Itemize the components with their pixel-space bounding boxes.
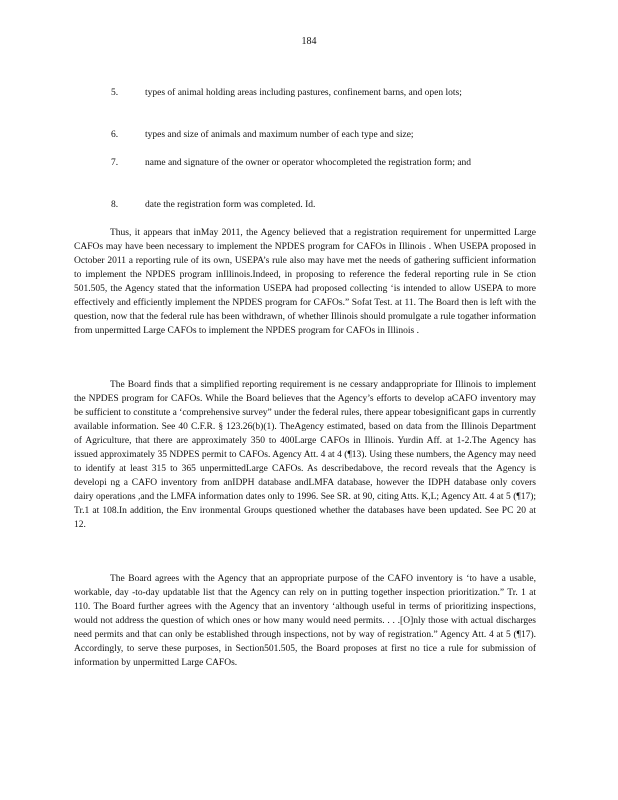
body-paragraph bbox=[74, 378, 536, 532]
list-item-text: name and signature of the owner or operator whocompleted the registration form; and bbox=[145, 158, 472, 168]
page-number: 184 bbox=[301, 36, 317, 47]
list-item-text: date the registration form was completed. Id. bbox=[145, 200, 316, 210]
list-item bbox=[111, 86, 511, 100]
paragraph-text: Thus, it appears that inMay 2011, the Agency believed that a registration requirement for unpermitted Large CAFOs may have been necessary to implement the NPDES program for CAFOs in Illinois . When USEPA proposed in October 2011 a reporting rule of its own, USEPA’s rule also may have met the needs of gathering sufficient information to implement the NPDES program inIllinois.Indeed, in proposing to reference the federal reporting rule in Se ction 501.505, the Agency stated that the information USEPA had proposed collecting ‘is intended to allow USEPA to more effectively and efficiently implement the NPDES program for CAFOs.” Sofat Test. at 11. The Board then is left with the question, now that the federal rule has been withdrawn, of whether Illinois should promulgate a rule togather information from unpermitted Large CAFOs to implement the NPDES program for CAFOs in Illinois . bbox=[74, 228, 536, 336]
body-paragraph bbox=[74, 572, 536, 670]
list-item-number: 6. bbox=[111, 130, 119, 140]
paragraph-text: The Board finds that a simplified reporting requirement is ne cessary andappropriate for Illinois to implement the NPDES program for CAFOs. While the Board believes that the Agency’s efforts to develop aCAFO inventory may be sufficient to constitute a ‘comprehensive survey” under the federal rules, there appear tobesignificant gaps in currently available information. See 40 C.F.R. § 123.26(b)(1). TheAgency estimated, based on data from the Illinois Department of Agriculture, that there are approximately 350 to 400Large CAFOs in Illinois. Yurdin Aff. at 1-2.The Agency has issued approximately 35 NDPES permit to CAFOs. Agency Att. 4 at 4 (¶13). Using these numbers, the Agency may need to identify at least 315 to 365 unpermittedLarge CAFOs. As describedabove, the record reveals that the Agency is developi ng a CAFO inventory from anIDPH database andLMFA database, however the IDPH database only covers dairy operations ,and the LMFA information dates only to 1996. See SR. at 90, citing Atts. K,L; Agency Att. 4 at 5 (¶17); Tr.1 at 108.In addition, the Env ironmental Groups questioned whether the databases have been updated. See PC 20 at 12. bbox=[74, 380, 536, 530]
list-item bbox=[111, 156, 511, 170]
list-item bbox=[111, 198, 511, 212]
list-item-number: 8. bbox=[111, 200, 119, 210]
list-item bbox=[111, 128, 511, 142]
body-paragraph bbox=[74, 226, 536, 338]
list-item-text: types and size of animals and maximum number of each type and size; bbox=[145, 130, 414, 140]
list-item-number: 7. bbox=[111, 158, 119, 168]
list-item-number: 5. bbox=[111, 88, 119, 98]
list-item-text: types of animal holding areas including pastures, confinement barns, and open lots; bbox=[145, 88, 462, 98]
paragraph-text: The Board agrees with the Agency that an appropriate purpose of the CAFO inventory is ‘to have a usable, workable, day -to-day updatable list that the Agency can rely on in putting together inspection prioritization.” Tr. 1 at 110. The Board further agrees with the Agency that an inventory ‘although useful in terms of prioritizing inspections, would not address the question of which ones or how many would need permits. . . .[O]nly those with actual discharges need permits and that can only be established through inspections, not by way of registration.” Agency Att. 4 at 5 (¶17). Accordingly, to serve these purposes, in Section501.505, the Board proposes at first no tice a rule for submission of information by unpermitted Large CAFOs. bbox=[74, 574, 536, 668]
